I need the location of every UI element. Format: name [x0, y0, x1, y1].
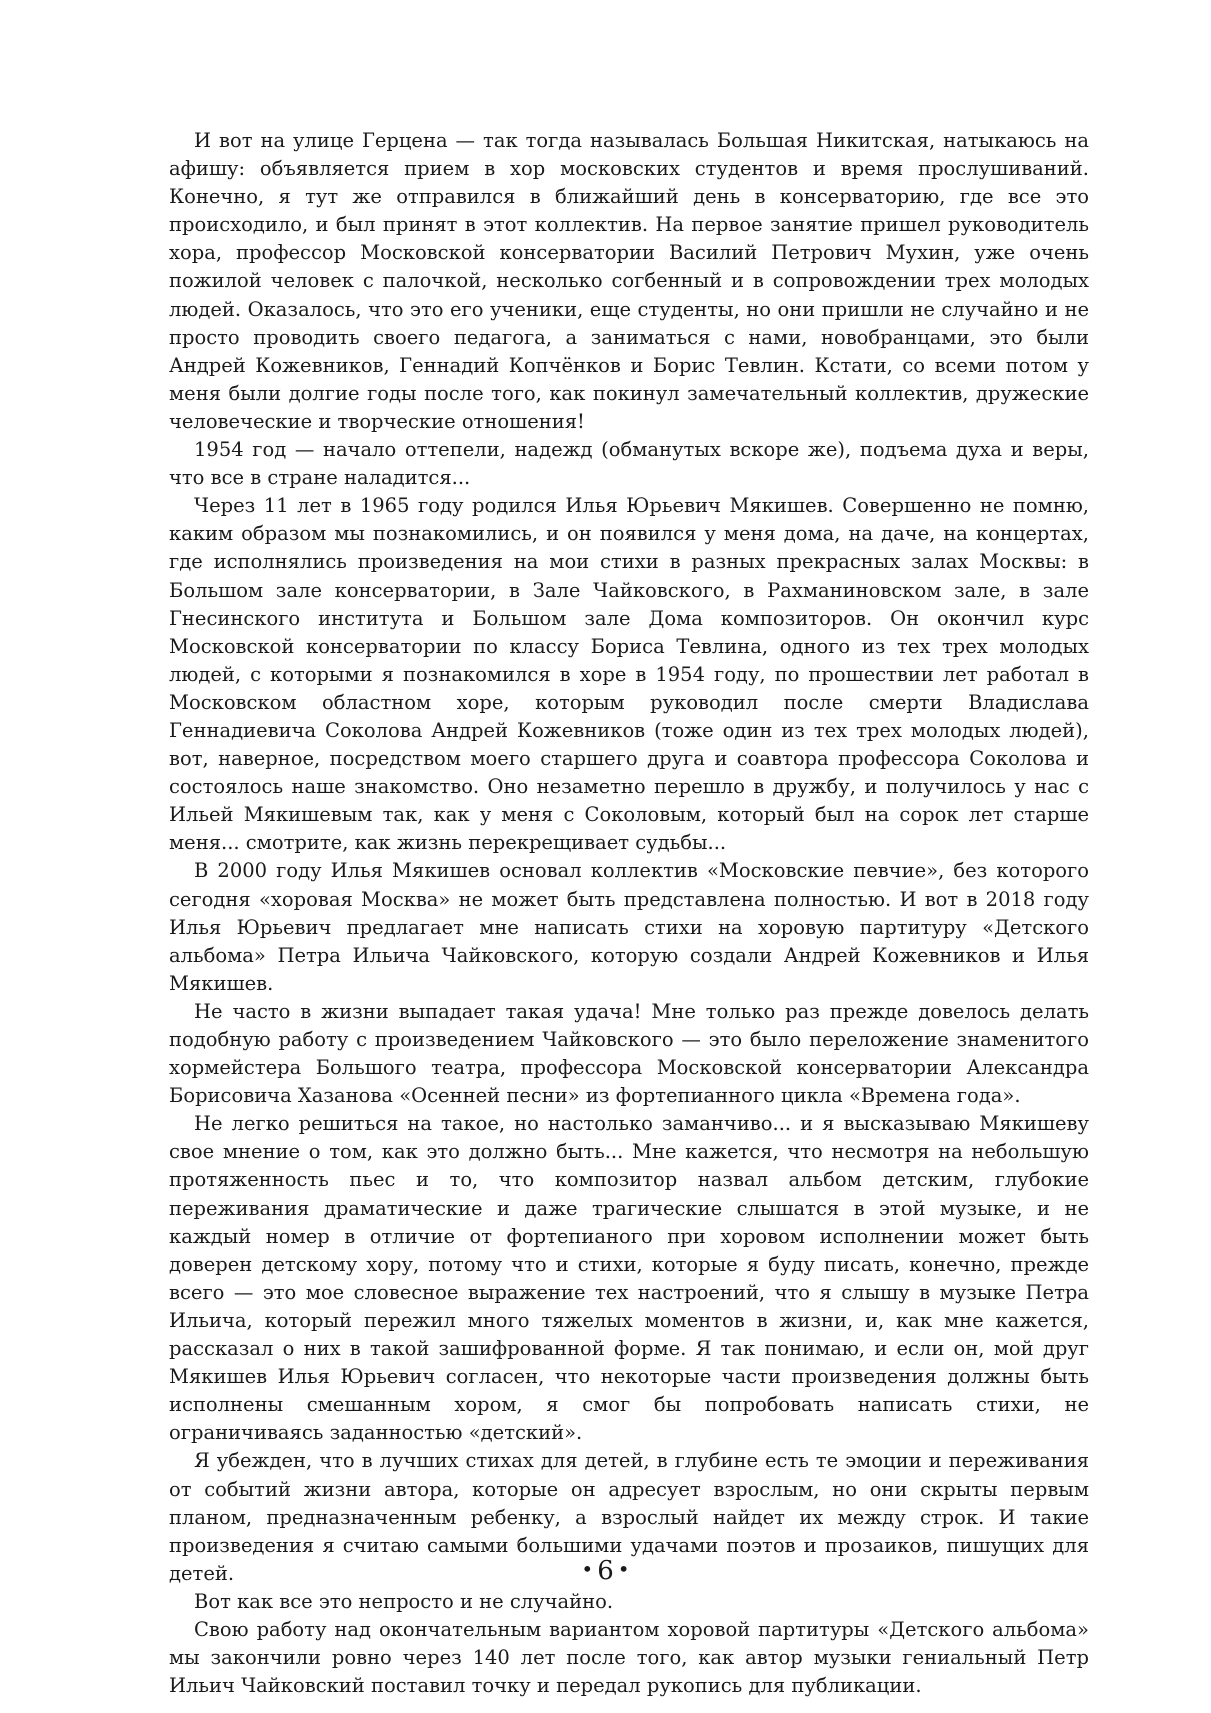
paragraph: Через 11 лет в 1965 году родился Илья Юрьевич Мякишев. Совершенно не помню, каким образом мы познакомились, и он появился у меня дома, на даче, на концертах, где исполнялись произведения на мои стихи в разных прекрасных залах Москвы: в Большом зале консерватории, в Зале Чайковского, в Рахманиновском зале, в зале Гнесинского института и Большом зале Дома композиторов. Он окончил курс Московской консерватории по классу Бориса Тевлина, одного из тех трех молодых людей, с которыми я познакомился в хоре в 1954 году, по прошествии лет работал в Московском областном хоре, которым руководил после смерти Владислава Геннадиевича Соколова Андрей Кожевников (тоже один из тех трех молодых людей), вот, наверное, посредством моего старшего друга и соавтора профессора Соколова и состоялось наше знакомство. Оно незаметно перешло в дружбу, и получилось у нас с Ильей Мякишевым так, как у меня с Соколовым, который был на сорок лет старше меня... смотрите, как жизнь перекрещивает судьбы... [169, 494, 1089, 855]
paragraph: Не легко решиться на такое, но настолько заманчиво... и я высказываю Мякишеву свое мнение о том, как это должно быть... Мне кажется, что несмотря на небольшую протяженность пьес и то, что композитор назвал альбом детским, глубокие переживания драматические и даже трагические слышатся в этой музыке, и не каждый номер в отличие от фортепианого при хоровом исполнении может быть доверен детскому хору, потому что и стихи, которые я буду писать, конечно, прежде всего — это мое словесное выражение тех настроений, что я слышу в музыке Петра Ильича, который пережил много тяжелых моментов в жизни, и, как мне кажется, рассказал о них в такой зашифрованной форме. Я так понимаю, и если он, мой друг Мякишев Илья Юрьевич согласен, что некоторые части произведения должны быть исполнены смешанным хором, я смог бы попробовать написать стихи, не ограничиваясь заданностью «детский». [169, 1112, 1089, 1445]
paragraph: Не часто в жизни выпадает такая удача! Мне только раз прежде довелось делать подобную работу с произведением Чайковского — это было переложение знаменитого хормейстера Большого театра, профессора Московской консерватории Александра Борисовича Хазанова «Осенней песни» из фортепианного цикла «Времена года». [169, 999, 1089, 1108]
paragraph: 1954 год — начало оттепели, надежд (обманутых вскоре же), подъема духа и веры, что все в стране наладится... [169, 438, 1089, 490]
bullet-ornament-left: • [581, 1557, 594, 1581]
paragraph: Свою работу над окончательным вариантом хоровой партитуры «Детского альбома» мы закончили ровно через 140 лет после того, как автор музыки гениальный Петр Ильич Чайковский поставил точку и передал рукопись для публикации. [169, 1617, 1089, 1698]
bullet-ornament-right: • [617, 1557, 630, 1581]
page-number [0, 1554, 1211, 1586]
page-number-value: 6 [597, 1556, 614, 1586]
body-text [169, 127, 1089, 1700]
paragraph: В 2000 году Илья Мякишев основал коллектив «Московские певчие», без которого сегодня «хоровая Москва» не может быть представлена полностью. И вот в 2018 году Илья Юрьевич предлагает мне написать стихи на хоровую партитуру «Детского альбома» Петра Ильича Чайковского, которую создали Андрей Кожевников и Илья Мякишев. [169, 859, 1089, 995]
paragraph: Я убежден, что в лучших стихах для детей, в глубине есть те эмоции и переживания от событий жизни автора, которые он адресует взрослым, но они скрыты первым планом, предназначенным ребенку, а взрослый найдет их между строк. И такие произведения я считаю самыми большими удачами поэтов и прозаиков, пишущих для детей. [169, 1449, 1089, 1585]
paragraph: И вот на улице Герцена — так тогда называлась Большая Никитская, натыкаюсь на афишу: объявляется прием в хор московских студентов и время прослушиваний. Конечно, я тут же отправился в ближайший день в консерваторию, где все это происходило, и был принят в этот коллектив. На первое занятие пришел руководитель хора, профессор Московской консерватории Василий Петрович Мухин, уже очень пожилой человек с палочкой, несколько согбенный и в сопровождении трех молодых людей. Оказалось, что это его ученики, еще студенты, но они пришли не случайно и не просто проводить своего педагога, а заниматься с нами, новобранцами, это были Андрей Кожевников, Геннадий Копчёнков и Борис Тевлин. Кстати, со всеми потом у меня были долгие годы после того, как покинул замечательный коллектив, дружеские человеческие и творческие отношения! [169, 129, 1089, 433]
paragraph: Вот как все это непросто и не случайно. [194, 1589, 614, 1613]
